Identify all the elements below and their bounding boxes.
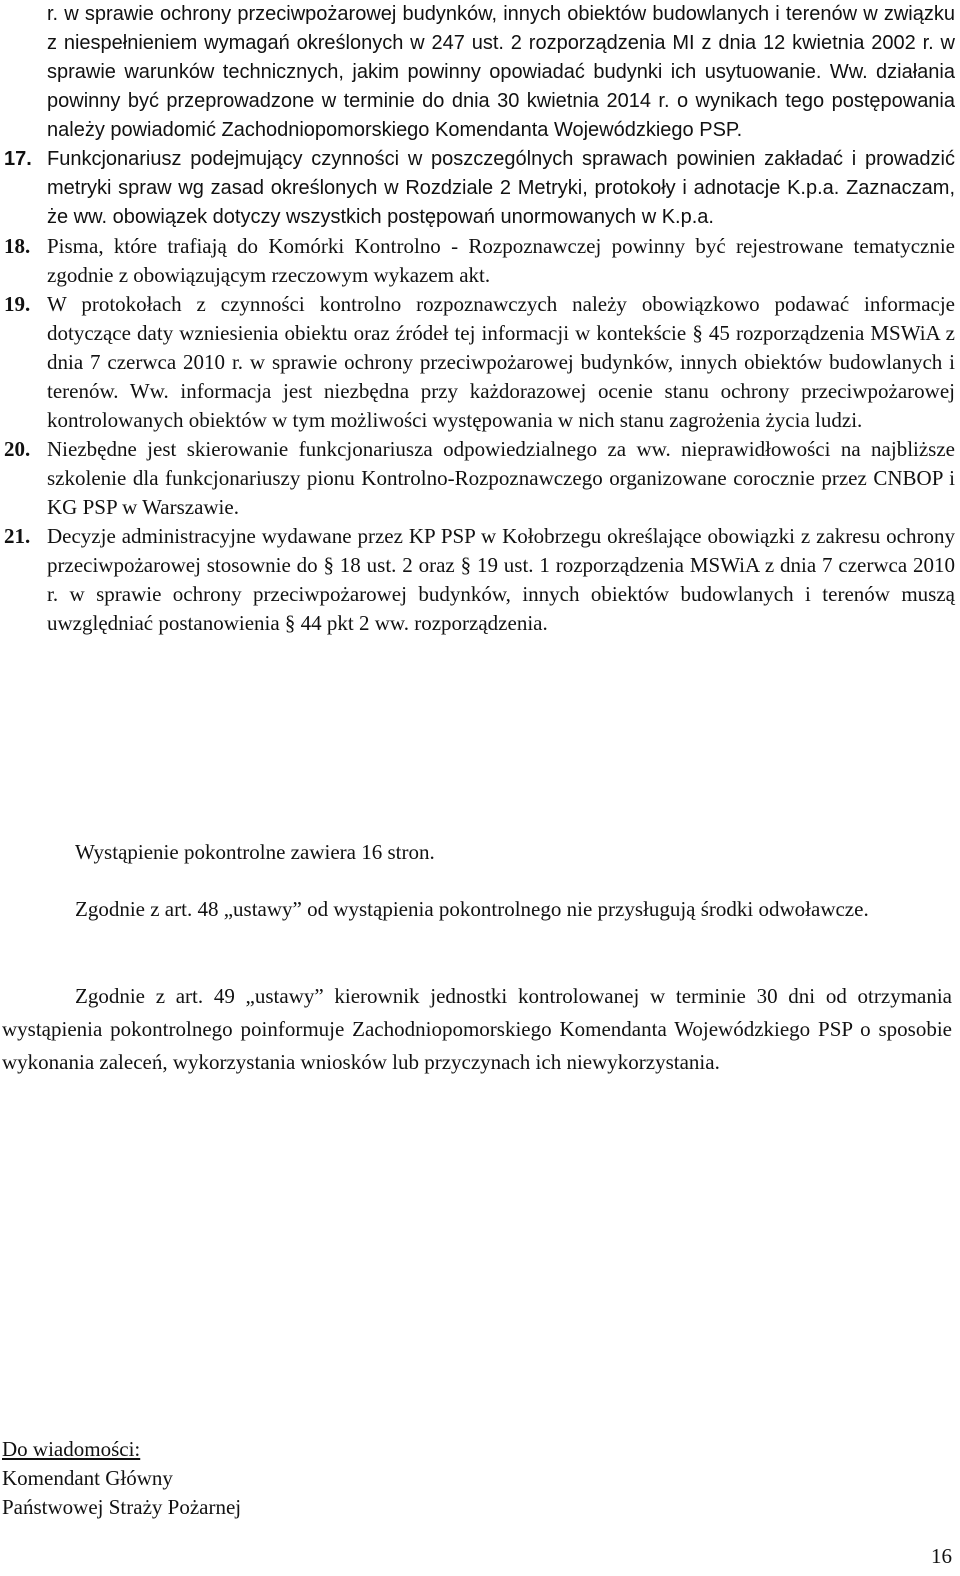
pages-note: Wystąpienie pokontrolne zawiera 16 stron. — [75, 840, 435, 864]
item-text: W protokołach z czynności kontrolno rozpoznawczych należy obowiązkowo podawać informacje dotyczące daty wzniesienia obiektu oraz źródeł tej informacji w kontekście § 45 rozporządzenia MSWiA z dnia 7 czerwca 2010 r. w sprawie ochrony przeciwpożarowej budynków, innych obiektów budowlanych i terenów. Ww. informacja jest niezbędna przy każdorazowej ocenie stanu ochrony przeciwpożarowej kontrolowanych obiektów w tym możliwości występowania w nich stanu zagrożenia życia ludzi. — [47, 292, 955, 432]
item-text: Pisma, które trafiają do Komórki Kontrolno - Rozpoznawczej powinny być rejestrowane tematycznie zgodnie z obowiązującym rzeczowym wykazem akt. — [47, 234, 955, 287]
item-number: 19. — [4, 292, 31, 316]
distribution-block — [2, 1435, 241, 1522]
list-item-continuation — [0, 0, 955, 145]
item-number: 20. — [4, 437, 31, 461]
item-text: Niezbędne jest skierowanie funkcjonariusza odpowiedzialnego za ww. nieprawidłowości na najbliższe szkolenie dla funkcjonariuszy pionu Kontrolno-Rozpoznawczego organizowane corocznie przez CNBOP i KG PSP w Warszawie. — [47, 437, 955, 519]
item-number: 17. — [4, 148, 32, 170]
list-item-17 — [0, 145, 955, 232]
list-item-20 — [0, 435, 955, 522]
distribution-line: Państwowej Straży Pożarnej — [2, 1495, 242, 1519]
item-text: Funkcjonariusz podejmujący czynności w poszczególnych sprawach powinien zakładać i prowadzić metryki spraw wg zasad określonych w Rozdziale 2 Metryki, protokoły i adnotacje K.p.a. Zaznaczam, że ww. obowiązek dotyczy wszystkich postępowań unormowanych w K.p.a. — [47, 148, 955, 228]
art48-paragraph: Zgodnie z art. 48 „ustawy” od wystąpienia pokontrolnego nie przysługują środki odwoławcze. — [75, 897, 869, 921]
list-item-18 — [0, 232, 955, 290]
recommendations-list — [0, 0, 955, 638]
art49-paragraph: Zgodnie z art. 49 „ustawy” kierownik jednostki kontrolowanej w terminie 30 dni od otrzymania wystąpienia pokontrolnego poinformuje Zachodniopomorskiego Komendanta Wojewódzkiego PSP o sposobie wykonania zaleceń, wykorzystania wniosków lub przyczynach ich niewykorzystania. — [2, 984, 952, 1074]
page-number: 16 — [931, 1544, 952, 1568]
distribution-line: Komendant Główny — [2, 1466, 173, 1490]
list-item-19 — [0, 290, 955, 435]
item-text: r. w sprawie ochrony przeciwpożarowej budynków, innych obiektów budowlanych i terenów w związku z niespełnieniem wymagań określonych w 247 ust. 2 rozporządzenia MI z dnia 12 kwietnia 2002 r. w sprawie warunków technicznych, jakim powinny opowiadać budynki ich usytuowanie. Ww. działania powinny być przeprowadzone w terminie do dnia 30 kwietnia 2014 r. o wynikach tego postępowania należy powiadomić Zachodniopomorskiego Komendanta Wojewódzkiego PSP. — [47, 3, 955, 141]
list-item-21 — [0, 522, 955, 638]
item-number: 18. — [4, 234, 31, 258]
distribution-heading: Do wiadomości: — [2, 1437, 141, 1461]
item-number: 21. — [4, 524, 31, 548]
item-text: Decyzje administracyjne wydawane przez KP PSP w Kołobrzegu określające obowiązki z zakresu ochrony przeciwpożarowej stosownie do § 18 ust. 2 oraz § 19 ust. 1 rozporządzenia MSWiA z dnia 7 czerwca 2010 r. w sprawie ochrony przeciwpożarowej budynków, innych obiektów budowlanych i terenów muszą uwzględniać postanowienia § 44 pkt 2 ww. rozporządzenia. — [47, 524, 955, 635]
